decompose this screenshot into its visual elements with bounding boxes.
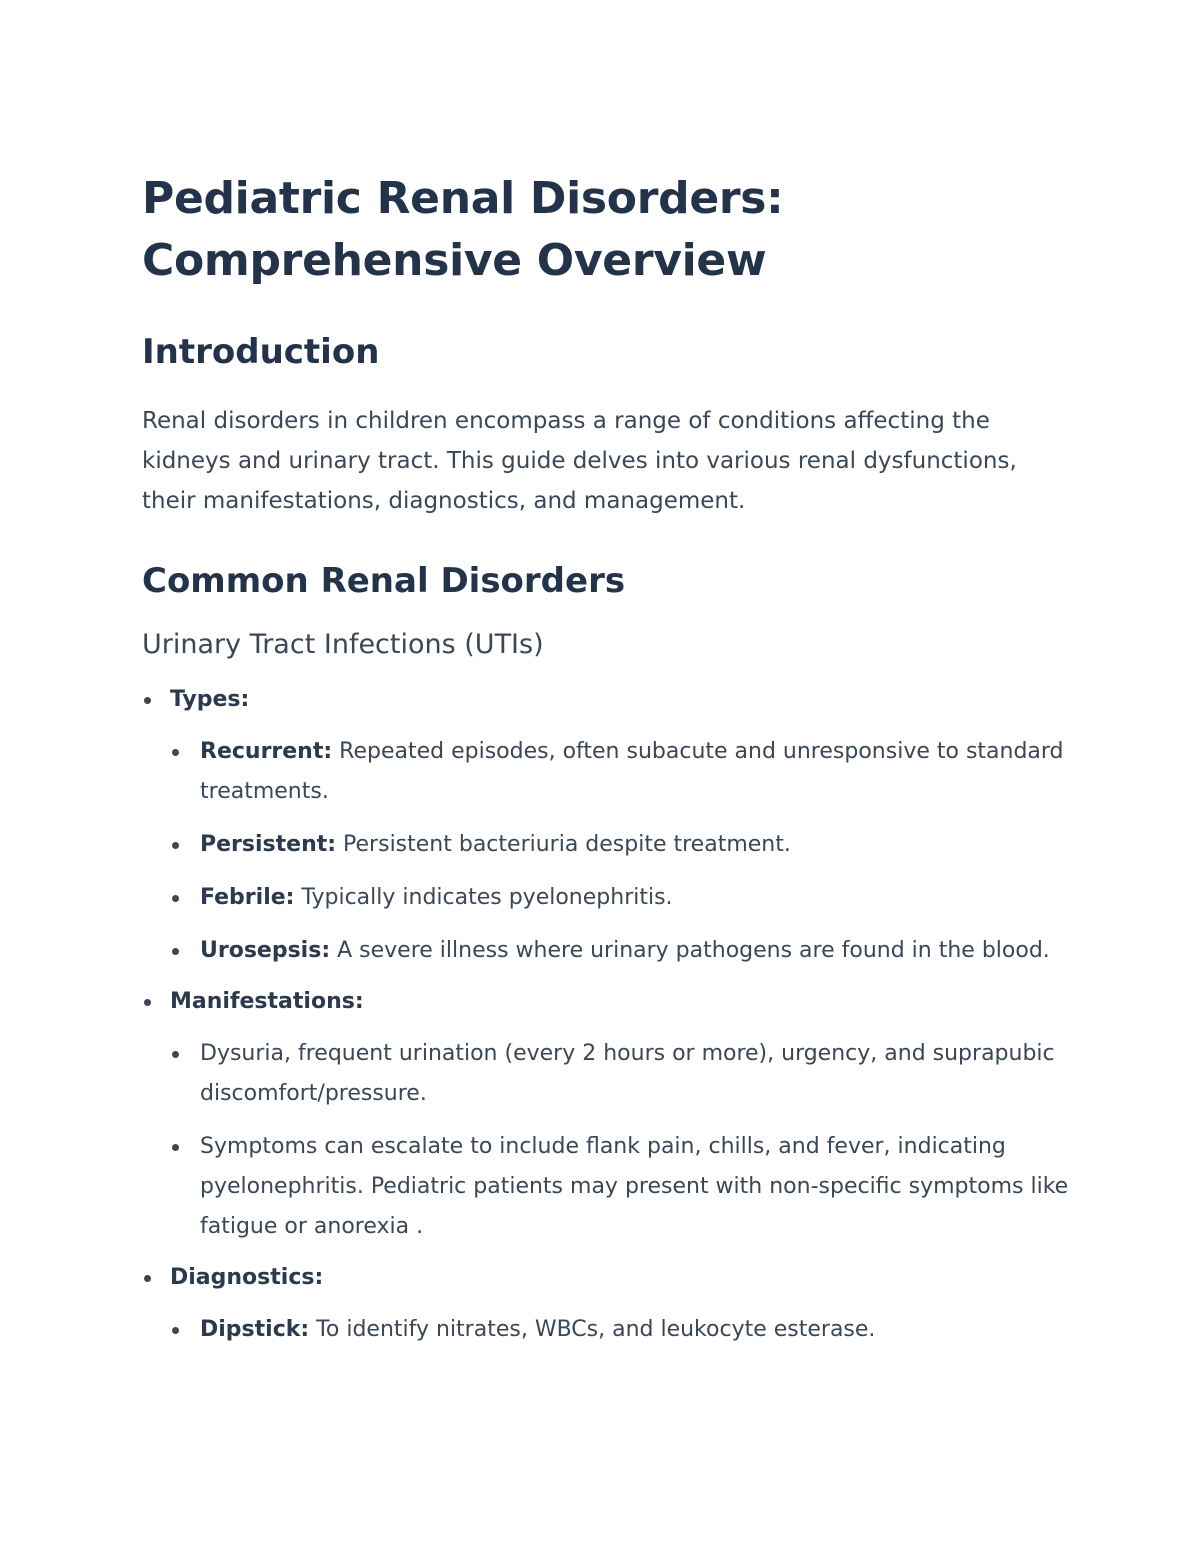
document-title [142,168,1072,292]
uti-heading: Urinary Tract Infections (UTIs) [142,629,544,660]
introduction-paragraph: Renal disorders in children encompass a range of conditions affecting the kidneys and urinary tract. This guide delves into various renal dysfunctions, their manifestations, diagnostics, and management. [142,408,1017,514]
list-item [170,878,1072,918]
term-text: To identify nitrates, WBCs, and leukocyte esterase. [309,1317,876,1342]
term-text: Persistent bacteriuria despite treatment. [336,832,791,857]
term-label: Febrile: [200,885,295,910]
list-item [170,1127,1072,1247]
title-line-1: Pediatric Renal Disorders: [142,173,784,224]
common-disorders-heading: Common Renal Disorders [142,561,626,601]
list-item [170,1310,1072,1350]
manifestations-sublist [170,1034,1072,1247]
item-text: Dysuria, frequent urination (every 2 hours or more), urgency, and suprapubic discomfort/pressure. [200,1041,1055,1106]
list-item [170,931,1072,971]
term-text: Typically indicates pyelonephritis. [294,885,673,910]
document-page [142,168,1072,1350]
list-item [170,1034,1072,1114]
types-label: Types: [170,687,250,712]
term-text: A severe illness where urinary pathogens are found in the blood. [330,938,1050,963]
bullet-icon [172,1327,179,1334]
types-sublist [170,732,1072,971]
bullet-icon [172,1144,179,1151]
list-item [170,825,1072,865]
list-item-manifestations [142,982,1072,1247]
term-text: Repeated episodes, often subacute and unresponsive to standard treatments. [200,739,1064,804]
item-text: Symptoms can escalate to include flank pain, chills, and fever, indicating pyelonephritis. Pediatric patients may present with non-specific symptoms like fatigue or anorexia . [200,1134,1069,1239]
list-item [170,732,1072,812]
bullet-icon [144,697,151,704]
bullet-icon [172,895,179,902]
bullet-icon [172,749,179,756]
title-line-2: Comprehensive Overview [142,235,767,286]
list-item-types [142,680,1072,971]
diagnostics-sublist [170,1310,1072,1350]
bullet-icon [172,842,179,849]
term-label: Dipstick: [200,1317,310,1342]
bullet-icon [144,999,151,1006]
introduction-heading: Introduction [142,332,380,372]
diagnostics-label: Diagnostics: [170,1265,324,1290]
manifestations-label: Manifestations: [170,989,364,1014]
uti-list [142,680,1072,1350]
term-label: Recurrent: [200,739,333,764]
term-label: Urosepsis: [200,938,331,963]
bullet-icon [172,1051,179,1058]
term-label: Persistent: [200,832,337,857]
bullet-icon [144,1275,151,1282]
bullet-icon [172,948,179,955]
list-item-diagnostics [142,1258,1072,1350]
